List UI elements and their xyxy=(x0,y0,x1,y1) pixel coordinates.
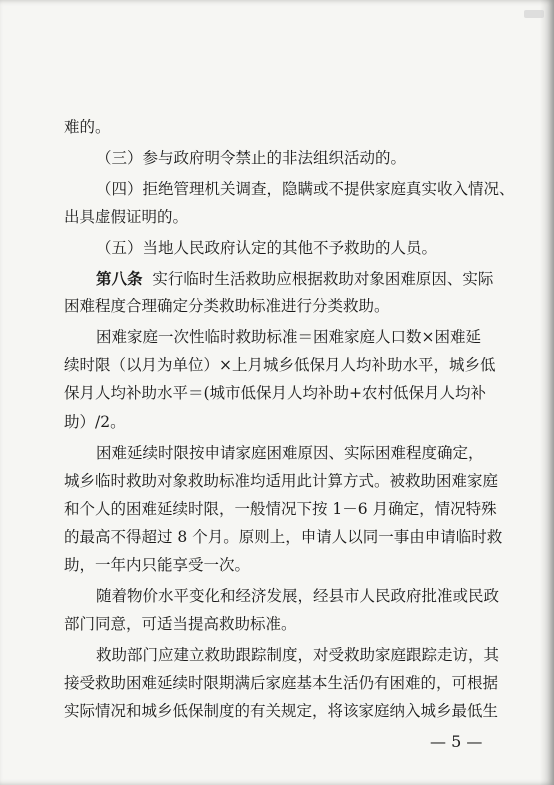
paragraph-line: 的最高不得超过 8 个月。原则上，申请人以同一事由申请临时救 xyxy=(64,528,503,546)
paragraph-line: 实际情况和城乡低保制度的有关规定，将该家庭纳入城乡最低生 xyxy=(64,702,499,720)
paragraph-line: 接受救助困难延续时限期满后家庭基本生活仍有困难的，可根据 xyxy=(64,674,499,692)
article-text: 实行临时生活救助应根据救助对象困难原因、实际 xyxy=(152,270,494,288)
paragraph-line: （三）参与政府明令禁止的非法组织活动的。 xyxy=(96,149,407,167)
paragraph-line: 续时限（以月为单位）×上月城乡低保月人均补助水平，城乡低 xyxy=(64,356,496,374)
page-edge-shadow xyxy=(540,0,554,785)
article-number: 第八条 xyxy=(96,269,143,288)
paragraph-line: 救助部门应建立救助跟踪制度，对受救助家庭跟踪走访，其 xyxy=(96,646,500,664)
paragraph-line: 助，一年内只能享受一次。 xyxy=(64,556,251,574)
paragraph-line: 困难家庭一次性临时救助标准＝困难家庭人口数×困难延 xyxy=(96,328,481,346)
paragraph-line: 部门同意，可适当提高救助标准。 xyxy=(64,615,297,633)
staple-mark xyxy=(524,10,544,18)
paragraph-line: （五）当地人民政府认定的其他不予救助的人员。 xyxy=(96,239,438,257)
page-number: — 5 — xyxy=(430,732,483,751)
paragraph-line: 随着物价水平变化和经济发展，经县市人民政府批准或民政 xyxy=(96,587,500,605)
article-heading-line xyxy=(96,266,526,293)
paragraph-line: 难的。 xyxy=(64,118,111,136)
paragraph-line: 城乡临时救助对象救助标准均适用此计算方式。被救助困难家庭 xyxy=(64,472,499,490)
paragraph-line: 助）/2。 xyxy=(64,413,126,431)
paragraph-line: 和个人的困难延续时限，一般情况下按 1－6 月确定，情况特殊 xyxy=(64,500,497,518)
paragraph-line: 困难程度合理确定分类救助标准进行分类救助。 xyxy=(64,297,390,315)
paragraph-line: 保月人均补助水平＝(城市低保月人均补助+农村低保月人均补 xyxy=(64,384,487,402)
paragraph-line: 出具虚假证明的。 xyxy=(64,208,189,226)
paragraph-line: （四）拒绝管理机关调查，隐瞒或不提供家庭真实收入情况、 xyxy=(96,180,515,198)
paragraph-line: 困难延续时限按申请家庭困难原因、实际困难程度确定， xyxy=(96,444,484,462)
